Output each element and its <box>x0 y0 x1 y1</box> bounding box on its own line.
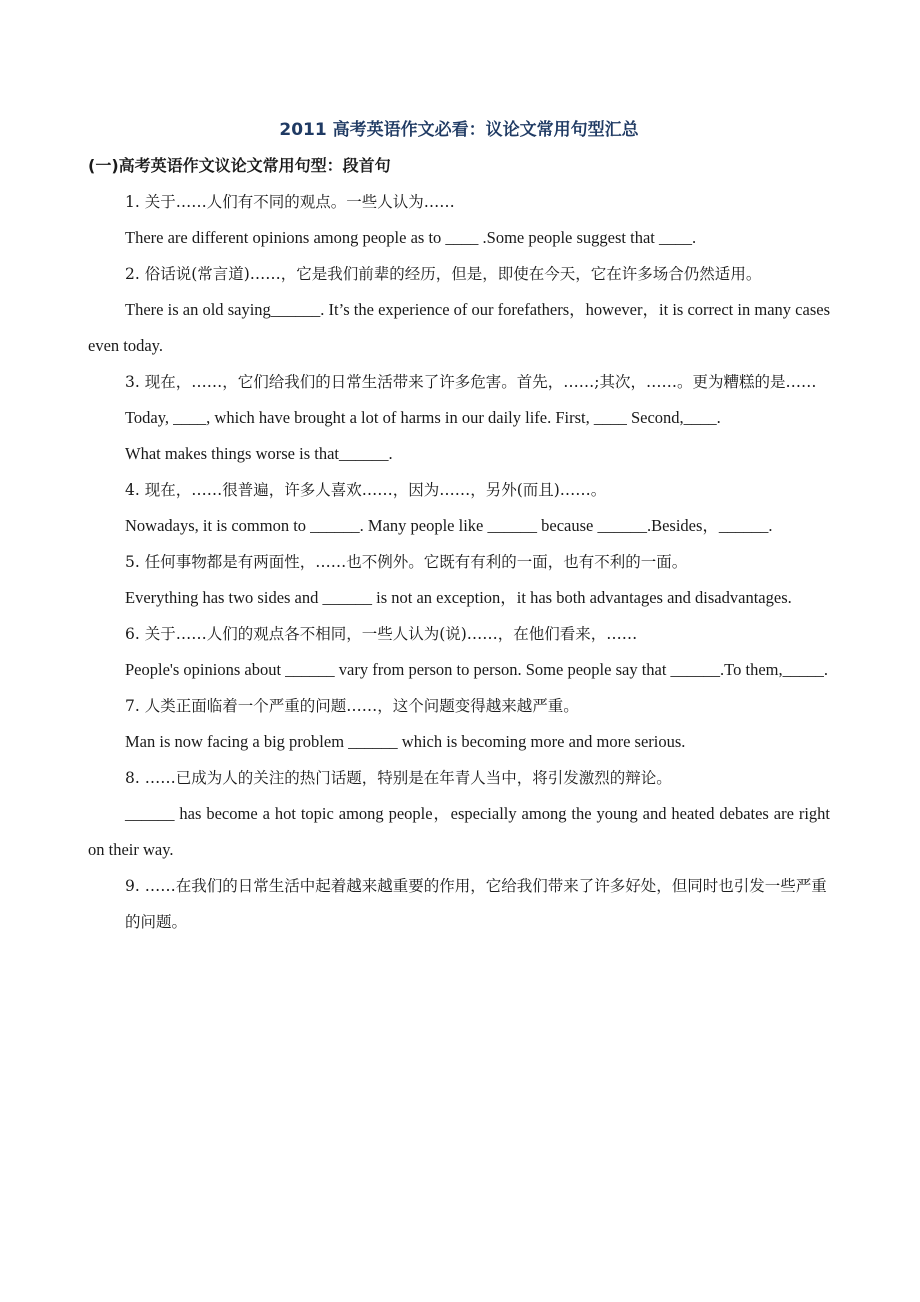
section-heading: (一)高考英语作文议论文常用句型：段首句 <box>88 156 391 175</box>
document-title: 2011 高考英语作文必看：议论文常用句型汇总 <box>279 120 639 140</box>
paragraph-6-zh: 6. 关于……人们的观点各不相同，一些人认为(说)……，在他们看来，…… <box>125 625 638 643</box>
paragraph-1-en: There are different opinions among people as to ____ .Some people suggest that ____. <box>125 228 697 247</box>
paragraph-7-en: Man is now facing a big problem ______ which is becoming more and more serious. <box>125 732 686 751</box>
paragraph-7-zh: 7. 人类正面临着一个严重的问题……，这个问题变得越来越严重。 <box>125 697 579 715</box>
paragraph-9-zh: 9. ……在我们的日常生活中起着越来越重要的作用，它给我们带来了许多好处，但同时也引发一些严重 <box>125 877 827 895</box>
paragraph-6-en: People's opinions about ______ vary from person to person. Some people say that ______.To them,_____. <box>125 660 828 679</box>
paragraph-3-zh: 3. 现在，……，它们给我们的日常生活带来了许多危害。首先，……;其次，……。更为糟糕的是…… <box>125 373 817 391</box>
paragraph-2-en: There is an old saying______. It’s the experience of our forefathers，however，it is correct in many cases even today. <box>88 300 830 355</box>
paragraph-4-en: Nowadays, it is common to ______. Many people like ______ because ______.Besides，______. <box>125 516 773 535</box>
paragraph-3-en-cont: What makes things worse is that______. <box>125 444 393 463</box>
document-page <box>88 112 830 940</box>
paragraph-1-zh: 1. 关于……人们有不同的观点。一些人认为…… <box>125 193 455 211</box>
paragraph-9-zh-cont: 的问题。 <box>125 913 188 931</box>
paragraph-8-zh: 8. ……已成为人的关注的热门话题，特别是在年青人当中，将引发激烈的辩论。 <box>125 769 672 787</box>
paragraph-8-en: ______ has become a hot topic among people，especially among the young and heated debates are right on their way. <box>88 804 830 859</box>
paragraph-4-zh: 4. 现在，……很普遍，许多人喜欢……，因为……，另外(而且)……。 <box>125 481 607 499</box>
paragraph-5-zh: 5. 任何事物都是有两面性，……也不例外。它既有有利的一面，也有不利的一面。 <box>125 553 688 571</box>
paragraph-2-zh: 2. 俗话说(常言道)……，它是我们前辈的经历，但是，即使在今天，它在许多场合仍然适用。 <box>125 265 762 283</box>
paragraph-3-en: Today, ____, which have brought a lot of harms in our daily life. First, ____ Second,____. <box>125 408 721 427</box>
paragraph-5-en: Everything has two sides and ______ is not an exception，it has both advantages and disadvantages. <box>125 588 792 607</box>
